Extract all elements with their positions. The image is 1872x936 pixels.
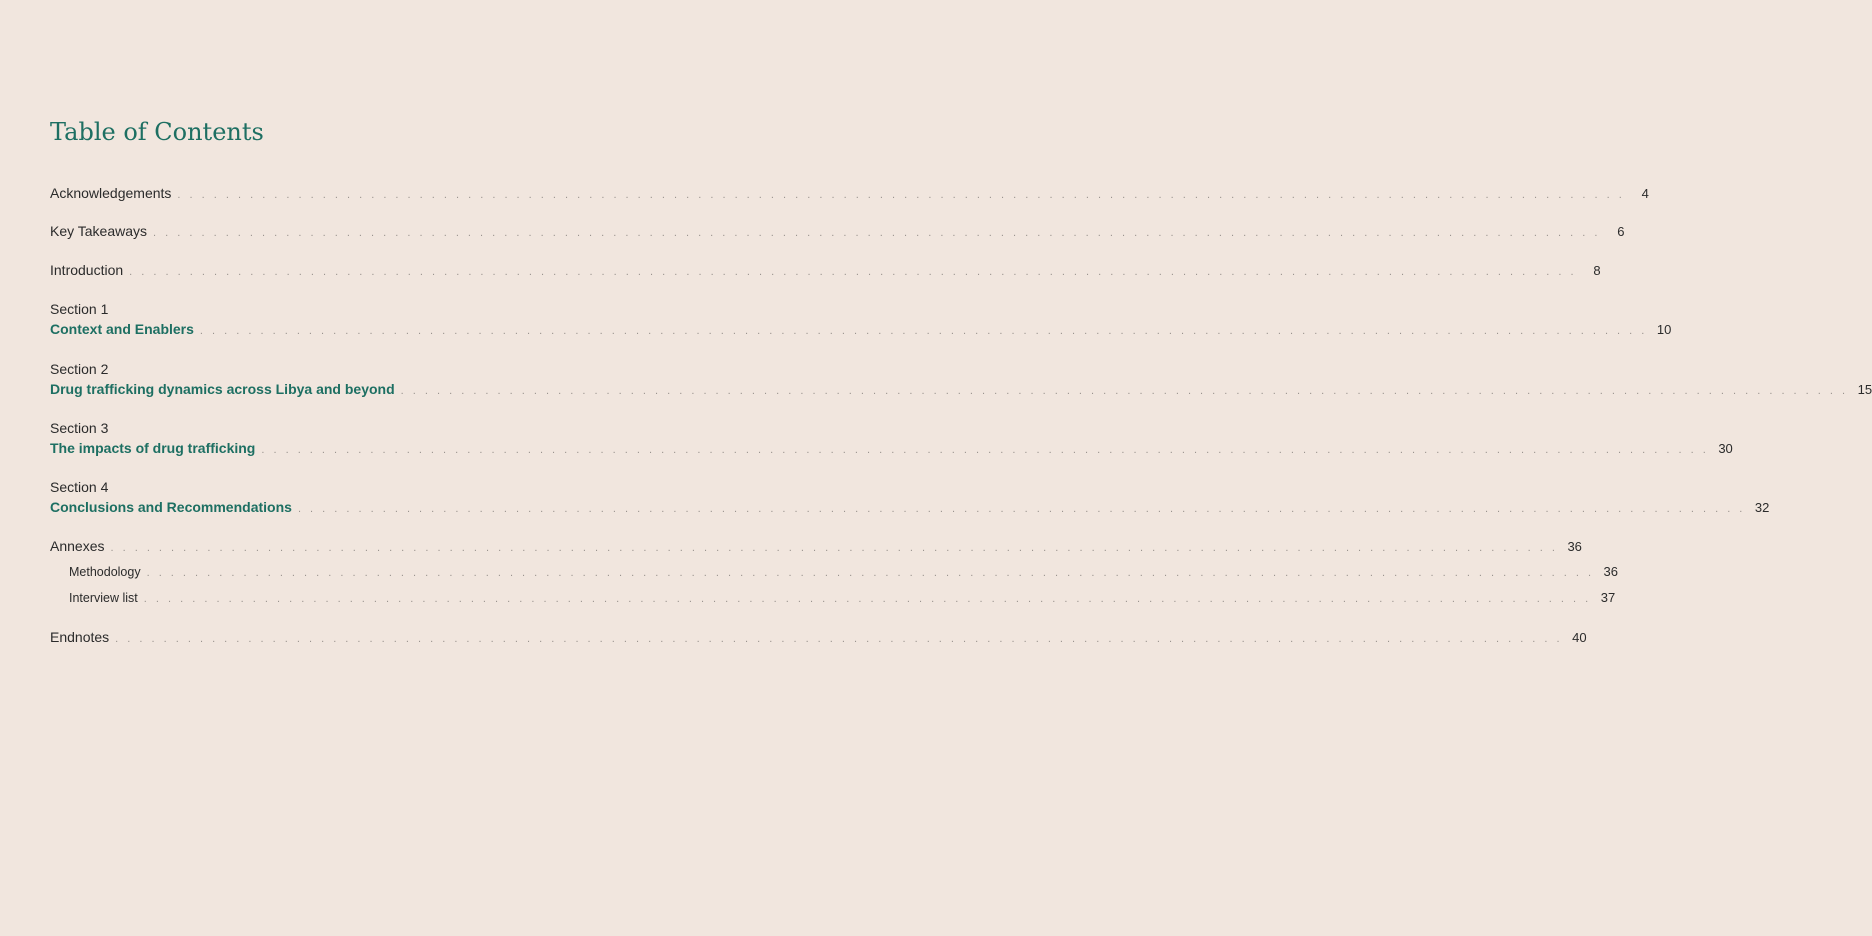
toc-entry-label: Introduction	[50, 262, 124, 278]
dot-leader: . . . . . . . . . . . . . . . . . . . . . . . . . . . . . . . . . . . . . . . . . . . . . . . . . . . . . . . . . . . . . . . . . . . . . . . . . . . . . . . . . . . . . . . . . . . . . . . . . . . . . . . . . . . . . . . . . . . . . . . .	[143, 593, 1592, 605]
toc-page-number: 36	[1567, 539, 1582, 554]
toc-page-number: 10	[1656, 322, 1672, 337]
toc-entry-label: Acknowledgements	[50, 185, 172, 201]
toc-entry-acknowledgements[interactable]	[50, 183, 1649, 203]
toc-page-number: 30	[1718, 441, 1733, 456]
section-number-label: Section 2	[50, 361, 109, 377]
dot-leader: . . . . . . . . . . . . . . . . . . . . . . . . . . . . . . . . . . . . . . . . . . . . . . . . . . . . . . . . . . . . . . . . . . . . . . . . . . . . . . . . . . . . . . . . . . . . . . . . . . . . . . . . . . . . . . . . . . . . . . . .	[297, 503, 1746, 515]
toc-entry-endnotes[interactable]	[50, 627, 1587, 647]
toc-entry-annexes[interactable]	[50, 536, 1582, 556]
toc-entry-label: Context and Enablers	[50, 321, 194, 337]
toc-page-number: 36	[1603, 564, 1618, 579]
dot-leader: . . . . . . . . . . . . . . . . . . . . . . . . . . . . . . . . . . . . . . . . . . . . . . . . . . . . . . . . . . . . . . . . . . . . . . . . . . . . . . . . . . . . . . . . . . . . . . . . . . . . . . . . . . . . . . . . . . . . . . . .	[129, 266, 1577, 278]
toc-entry-interview-list[interactable]	[50, 588, 1616, 608]
dot-leader: . . . . . . . . . . . . . . . . . . . . . . . . . . . . . . . . . . . . . . . . . . . . . . . . . . . . . . . . . . . . . . . . . . . . . . . . . . . . . . . . . . . . . . . . . . . . . . . . . . . . . . . . . . . . . . . . . . . . . . . .	[199, 325, 1648, 337]
toc-entry-label: Methodology	[69, 565, 141, 579]
toc-page-number: 15	[1857, 382, 1872, 397]
dot-leader: . . . . . . . . . . . . . . . . . . . . . . . . . . . . . . . . . . . . . . . . . . . . . . . . . . . . . . . . . . . . . . . . . . . . . . . . . . . . . . . . . . . . . . . . . . . . . . . . . . . . . . . . . . . . . . . . . . . . . . . .	[146, 567, 1594, 579]
toc-entry-label: The impacts of drug trafficking	[50, 440, 256, 456]
section-number-label: Section 4	[50, 479, 109, 495]
toc-entry-key-takeaways[interactable]	[50, 221, 1625, 241]
toc-entry-section-2[interactable]	[50, 359, 1872, 399]
section-number-label: Section 3	[50, 420, 109, 436]
toc-page-number: 32	[1754, 500, 1770, 515]
toc-page-number: 40	[1572, 630, 1587, 645]
toc-entry-section-1[interactable]	[50, 299, 1672, 339]
toc-entry-introduction[interactable]	[50, 260, 1601, 280]
toc-entry-label: Annexes	[50, 538, 105, 554]
toc-page-number: 8	[1593, 263, 1601, 278]
toc-page-number: 6	[1617, 224, 1625, 239]
dot-leader: . . . . . . . . . . . . . . . . . . . . . . . . . . . . . . . . . . . . . . . . . . . . . . . . . . . . . . . . . . . . . . . . . . . . . . . . . . . . . . . . . . . . . . . . . . . . . . . . . . . . . . . . . . . . . . . . . . . . . . . .	[110, 542, 1558, 554]
toc-entry-methodology[interactable]	[50, 562, 1618, 582]
toc-entry-label: Conclusions and Recommendations	[50, 499, 292, 515]
toc-entry-label: Key Takeaways	[50, 223, 148, 239]
dot-leader: . . . . . . . . . . . . . . . . . . . . . . . . . . . . . . . . . . . . . . . . . . . . . . . . . . . . . . . . . . . . . . . . . . . . . . . . . . . . . . . . . . . . . . . . . . . . . . . . . . . . . . . . . . . . . . . . . . . . . . . .	[153, 227, 1601, 239]
toc-page-number: 4	[1641, 186, 1649, 201]
dot-leader: . . . . . . . . . . . . . . . . . . . . . . . . . . . . . . . . . . . . . . . . . . . . . . . . . . . . . . . . . . . . . . . . . . . . . . . . . . . . . . . . . . . . . . . . . . . . . . . . . . . . . . . . . . . . . . . . . . . . . . . .	[177, 189, 1625, 201]
toc-entry-label: Interview list	[69, 591, 138, 605]
section-number-label: Section 1	[50, 301, 109, 317]
dot-leader: . . . . . . . . . . . . . . . . . . . . . . . . . . . . . . . . . . . . . . . . . . . . . . . . . . . . . . . . . . . . . . . . . . . . . . . . . . . . . . . . . . . . . . . . . . . . . . . . . . . . . . . . . . . . . . . . . . . . . . . .	[261, 444, 1709, 456]
toc-entry-section-3[interactable]	[50, 418, 1733, 458]
page-title: Table of Contents	[50, 118, 264, 146]
dot-leader: . . . . . . . . . . . . . . . . . . . . . . . . . . . . . . . . . . . . . . . . . . . . . . . . . . . . . . . . . . . . . . . . . . . . . . . . . . . . . . . . . . . . . . . . . . . . . . . . . . . . . . . . . . . . . . . . . . . . . . . .	[115, 633, 1563, 645]
toc-entry-label: Drug trafficking dynamics across Libya and beyond	[50, 381, 395, 397]
toc-entry-section-4[interactable]	[50, 477, 1770, 517]
toc-entry-label: Endnotes	[50, 629, 110, 645]
dot-leader: . . . . . . . . . . . . . . . . . . . . . . . . . . . . . . . . . . . . . . . . . . . . . . . . . . . . . . . . . . . . . . . . . . . . . . . . . . . . . . . . . . . . . . . . . . . . . . . . . . . . . . . . . . . . . . . . . . . . . . . .	[400, 385, 1849, 397]
toc-page-number: 37	[1600, 590, 1616, 605]
